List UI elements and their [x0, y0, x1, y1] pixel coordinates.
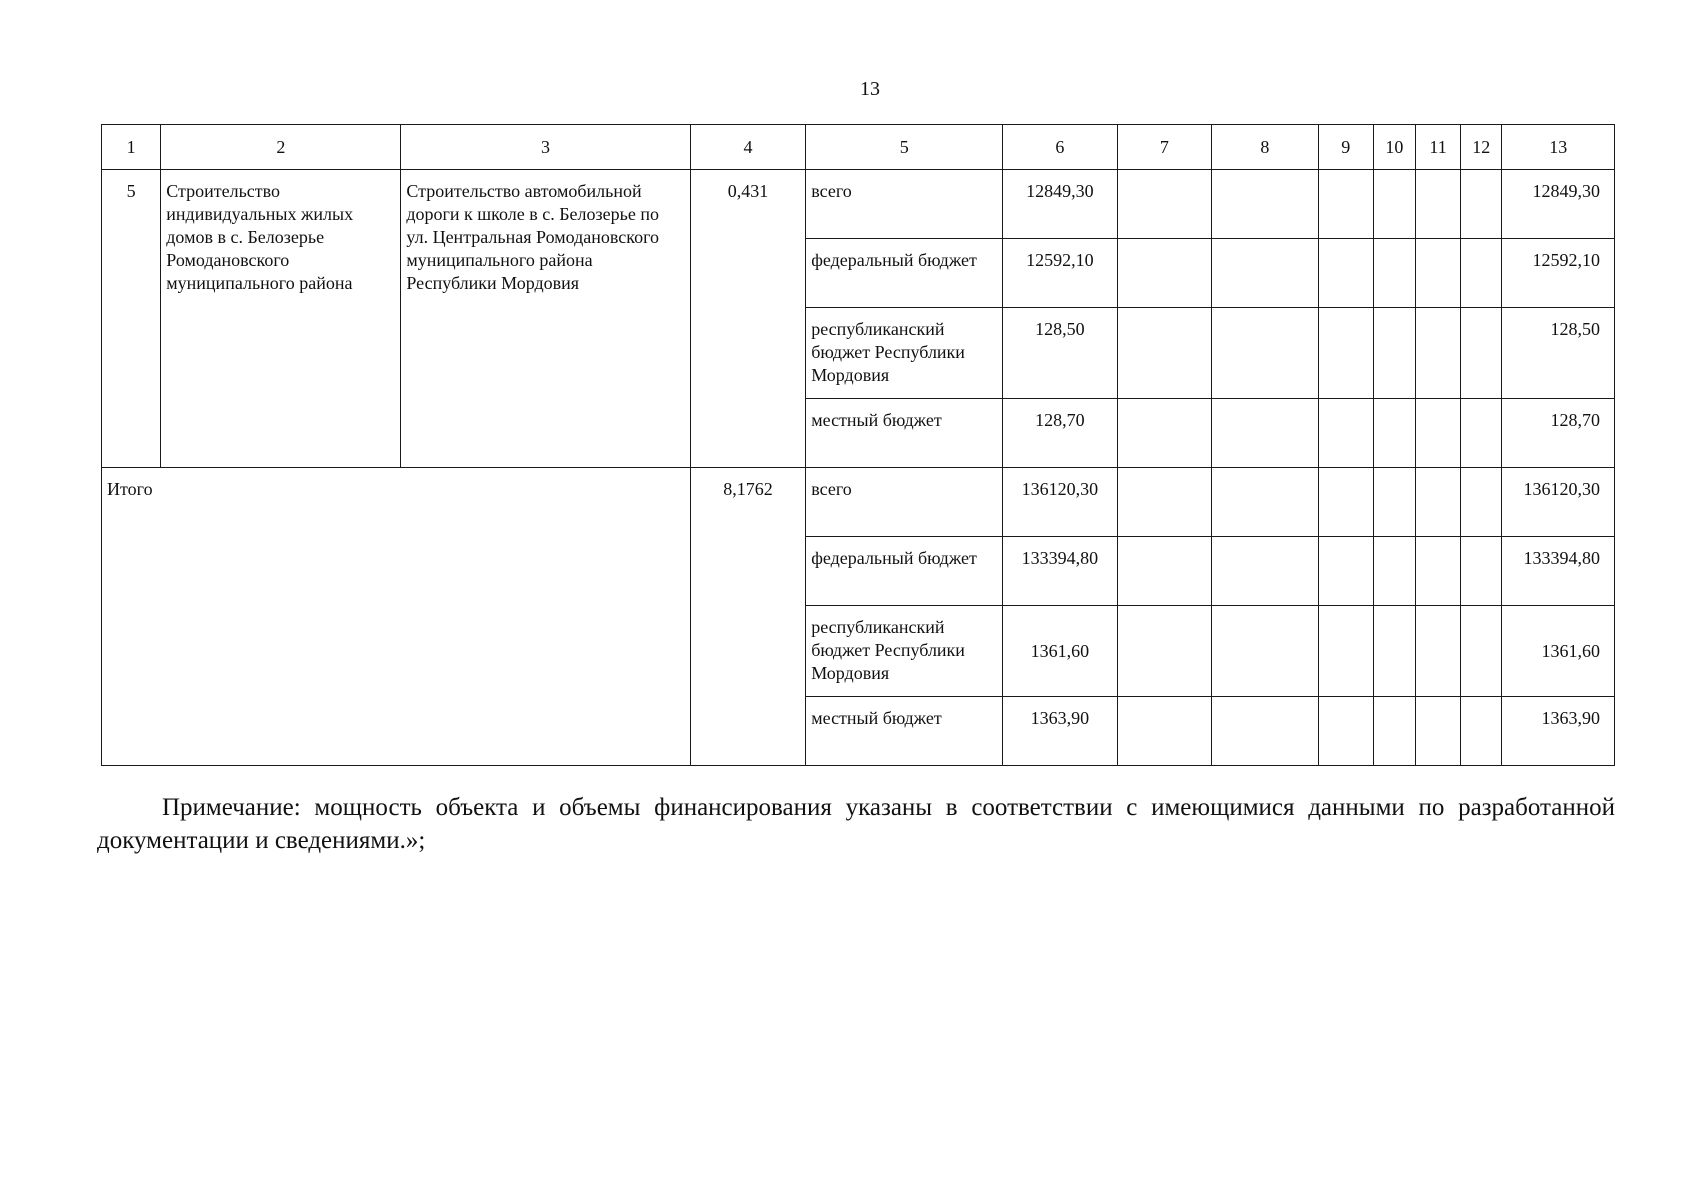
empty-cell [1461, 170, 1502, 239]
total-amount-cell: 1361,60 [1502, 606, 1615, 697]
empty-cell [1416, 399, 1461, 468]
amount-cell: 1363,90 [1003, 697, 1118, 766]
total-amount-cell: 1363,90 [1502, 697, 1615, 766]
amount-cell: 12592,10 [1003, 239, 1118, 308]
table-row [102, 170, 1615, 239]
empty-cell [1373, 606, 1415, 697]
empty-cell [1117, 239, 1211, 308]
amount-cell: 128,50 [1003, 308, 1118, 399]
column-number: 4 [690, 125, 806, 170]
project-name-cell: Строительство автомобильной дороги к школе в с. Белозерье по ул. Центральная Ромодановского муниципального района Республики Мордовия [401, 170, 690, 468]
empty-cell [1373, 468, 1415, 537]
empty-cell [1318, 239, 1373, 308]
column-number: 5 [806, 125, 1003, 170]
empty-cell [1318, 537, 1373, 606]
empty-cell [1117, 537, 1211, 606]
empty-cell [1461, 468, 1502, 537]
amount-cell: 133394,80 [1003, 537, 1118, 606]
empty-cell [1373, 170, 1415, 239]
empty-cell [1318, 697, 1373, 766]
financing-table [101, 124, 1615, 766]
empty-cell [1117, 170, 1211, 239]
empty-cell [1318, 399, 1373, 468]
empty-cell [1416, 239, 1461, 308]
empty-cell [1318, 308, 1373, 399]
empty-cell [1416, 606, 1461, 697]
funding-source-cell: федеральный бюджет [806, 239, 1003, 308]
empty-cell [1373, 537, 1415, 606]
column-number-row [102, 125, 1615, 170]
empty-cell [1461, 537, 1502, 606]
empty-cell [1212, 468, 1318, 537]
total-amount-cell: 12849,30 [1502, 170, 1615, 239]
table-row [102, 468, 1615, 537]
funding-source-cell: федеральный бюджет [806, 537, 1003, 606]
funding-source-cell: всего [806, 170, 1003, 239]
empty-cell [1416, 468, 1461, 537]
empty-cell [1212, 606, 1318, 697]
column-number: 7 [1117, 125, 1211, 170]
column-number: 13 [1502, 125, 1615, 170]
column-number: 3 [401, 125, 690, 170]
capacity-cell: 0,431 [690, 170, 806, 468]
empty-cell [1117, 606, 1211, 697]
column-number: 9 [1318, 125, 1373, 170]
empty-cell [1416, 537, 1461, 606]
empty-cell [1416, 697, 1461, 766]
empty-cell [1373, 239, 1415, 308]
amount-cell: 128,70 [1003, 399, 1118, 468]
empty-cell [1212, 537, 1318, 606]
total-amount-cell: 136120,30 [1502, 468, 1615, 537]
funding-source-cell: местный бюджет [806, 697, 1003, 766]
row-number: 5 [102, 170, 161, 468]
amount-cell: 1361,60 [1003, 606, 1118, 697]
empty-cell [1117, 399, 1211, 468]
empty-cell [1117, 697, 1211, 766]
empty-cell [1373, 697, 1415, 766]
column-number: 6 [1003, 125, 1118, 170]
funding-source-cell: всего [806, 468, 1003, 537]
amount-cell: 136120,30 [1003, 468, 1118, 537]
total-amount-cell: 133394,80 [1502, 537, 1615, 606]
column-number: 11 [1416, 125, 1461, 170]
empty-cell [1117, 468, 1211, 537]
empty-cell [1461, 239, 1502, 308]
amount-cell: 12849,30 [1003, 170, 1118, 239]
empty-cell [1212, 239, 1318, 308]
funding-source-cell: республиканский бюджет Республики Мордовия [806, 308, 1003, 399]
empty-cell [1373, 308, 1415, 399]
total-amount-cell: 128,50 [1502, 308, 1615, 399]
column-number: 8 [1212, 125, 1318, 170]
empty-cell [1416, 308, 1461, 399]
object-name-cell: Строительство индивидуальных жилых домов в с. Белозерье Ромодановского муниципального района [161, 170, 401, 468]
column-number: 1 [102, 125, 161, 170]
column-number: 12 [1461, 125, 1502, 170]
empty-cell [1318, 170, 1373, 239]
empty-cell [1212, 308, 1318, 399]
empty-cell [1461, 606, 1502, 697]
empty-cell [1318, 606, 1373, 697]
total-capacity-cell: 8,1762 [690, 468, 806, 766]
total-label-cell: Итого [102, 468, 691, 766]
empty-cell [1461, 399, 1502, 468]
empty-cell [1461, 308, 1502, 399]
funding-source-cell: республиканский бюджет Республики Мордовия [806, 606, 1003, 697]
empty-cell [1212, 697, 1318, 766]
empty-cell [1373, 399, 1415, 468]
empty-cell [1212, 399, 1318, 468]
total-amount-cell: 128,70 [1502, 399, 1615, 468]
empty-cell [1117, 308, 1211, 399]
total-amount-cell: 12592,10 [1502, 239, 1615, 308]
funding-source-cell: местный бюджет [806, 399, 1003, 468]
empty-cell [1212, 170, 1318, 239]
empty-cell [1318, 468, 1373, 537]
column-number: 2 [161, 125, 401, 170]
empty-cell [1461, 697, 1502, 766]
footnote: Примечание: мощность объекта и объемы финансирования указаны в соответствии с имеющимися данными по разработанной документации и сведениями.»; [97, 794, 1615, 854]
column-number: 10 [1373, 125, 1415, 170]
page-number: 13 [860, 78, 880, 100]
empty-cell [1416, 170, 1461, 239]
